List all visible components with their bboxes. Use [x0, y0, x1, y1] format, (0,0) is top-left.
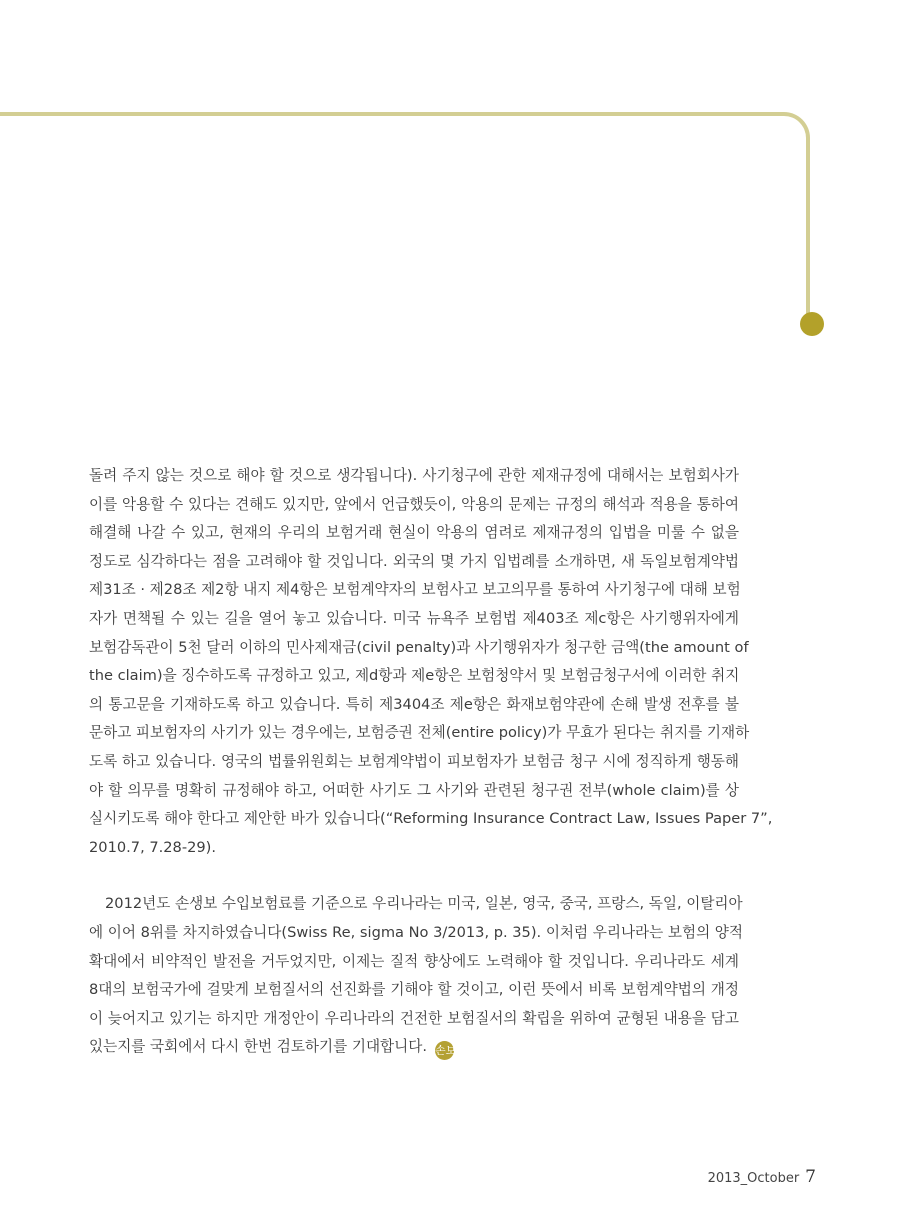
text-line: 의 통고문을 기재하도록 하고 있습니다. 특히 제3404조 제e항은 화재보험약관에 손해 발생 전후를 불 [89, 695, 739, 713]
final-sentence: 있는지를 국회에서 다시 한번 검토하기를 기대합니다. [89, 1038, 427, 1056]
text-line: 확대에서 비약적인 발전을 거두었지만, 이제는 질적 향상에도 노력해야 할 것입니다. 우리나라도 세계 [89, 952, 739, 970]
article-body [89, 462, 773, 1062]
text-line: 돌려 주지 않는 것으로 해야 할 것으로 생각됩니다). 사기청구에 관한 제재규정에 대해서는 보험회사가 [89, 467, 739, 484]
text-line: the claim)을 징수하도록 규정하고 있고, 제d항과 제e항은 보험청약서 및 보험금청구서에 이러한 취지 [89, 667, 740, 685]
decorative-frame-dot [800, 312, 824, 336]
text-line: 이를 악용할 수 있다는 견해도 있지만, 앞에서 언급했듯이, 악용의 문제는 규정의 해석과 적용을 통하여 [89, 495, 739, 513]
text-line: 에 이어 8위를 차지하였습니다(Swiss Re, sigma No 3/2013, p. 35). 이처럼 우리나라는 보험의 양적 [89, 923, 744, 941]
text-line: 2012년도 손생보 수입보험료를 기준으로 우리나라는 미국, 일본, 영국, 중국, 프랑스, 독일, 이탈리아 [105, 895, 743, 913]
paragraph-1 [89, 462, 773, 862]
text-line: 제31조 · 제28조 제2항 내지 제4항은 보험계약자의 보험사고 보고의무를 통하여 사기청구에 대해 보험 [89, 581, 741, 599]
text-line: 도록 하고 있습니다. 영국의 법률위원회는 보험계약법이 피보험자가 보험금 청구 시에 정직하게 행동해 [89, 752, 739, 770]
page-number: 7 [805, 1167, 816, 1187]
issue-label: 2013_October [707, 1171, 800, 1186]
text-line: 이 늦어지고 있기는 하지만 개정안이 우리나라의 건전한 보험질서의 확립을 위하여 균형된 내용을 담고 [89, 1009, 739, 1027]
text-line: 야 할 의무를 명확히 규정해야 하고, 어떠한 사기도 그 사기와 관련된 청구권 전부(whole claim)를 상 [89, 781, 739, 799]
end-mark-icon: 손보 [435, 1041, 454, 1060]
decorative-frame-line [0, 112, 810, 322]
text-line: 2010.7, 7.28-29). [89, 838, 217, 856]
text-line: 보험감독관이 5천 달러 이하의 민사제재금(civil penalty)과 사기행위자가 청구한 금액(the amount of [89, 638, 749, 656]
text-line: 실시키도록 해야 한다고 제안한 바가 있습니다(“Reforming Insurance Contract Law, Issues Paper 7”, [89, 810, 773, 828]
text-line: 문하고 피보험자의 사기가 있는 경우에는, 보험증권 전체(entire policy)가 무효가 된다는 취지를 기재하 [89, 724, 750, 742]
text-line: 정도로 심각하다는 점을 고려해야 할 것입니다. 외국의 몇 가지 입법례를 소개하면, 새 독일보험계약법 [89, 552, 739, 570]
text-line: 자가 면책될 수 있는 길을 열어 놓고 있습니다. 미국 뉴욕주 보험법 제403조 제c항은 사기행위자에게 [89, 609, 739, 627]
page-footer [708, 1167, 816, 1187]
text-line-final [89, 1033, 739, 1062]
text-line: 8대의 보험국가에 걸맞게 보험질서의 선진화를 기해야 할 것이고, 이런 뜻에서 비록 보험계약법의 개정 [89, 981, 739, 999]
paragraph-2 [89, 890, 744, 1062]
text-line: 해결해 나갈 수 있고, 현재의 우리의 보험거래 현실이 악용의 염려로 제재규정의 입법을 미룰 수 없을 [89, 524, 739, 542]
